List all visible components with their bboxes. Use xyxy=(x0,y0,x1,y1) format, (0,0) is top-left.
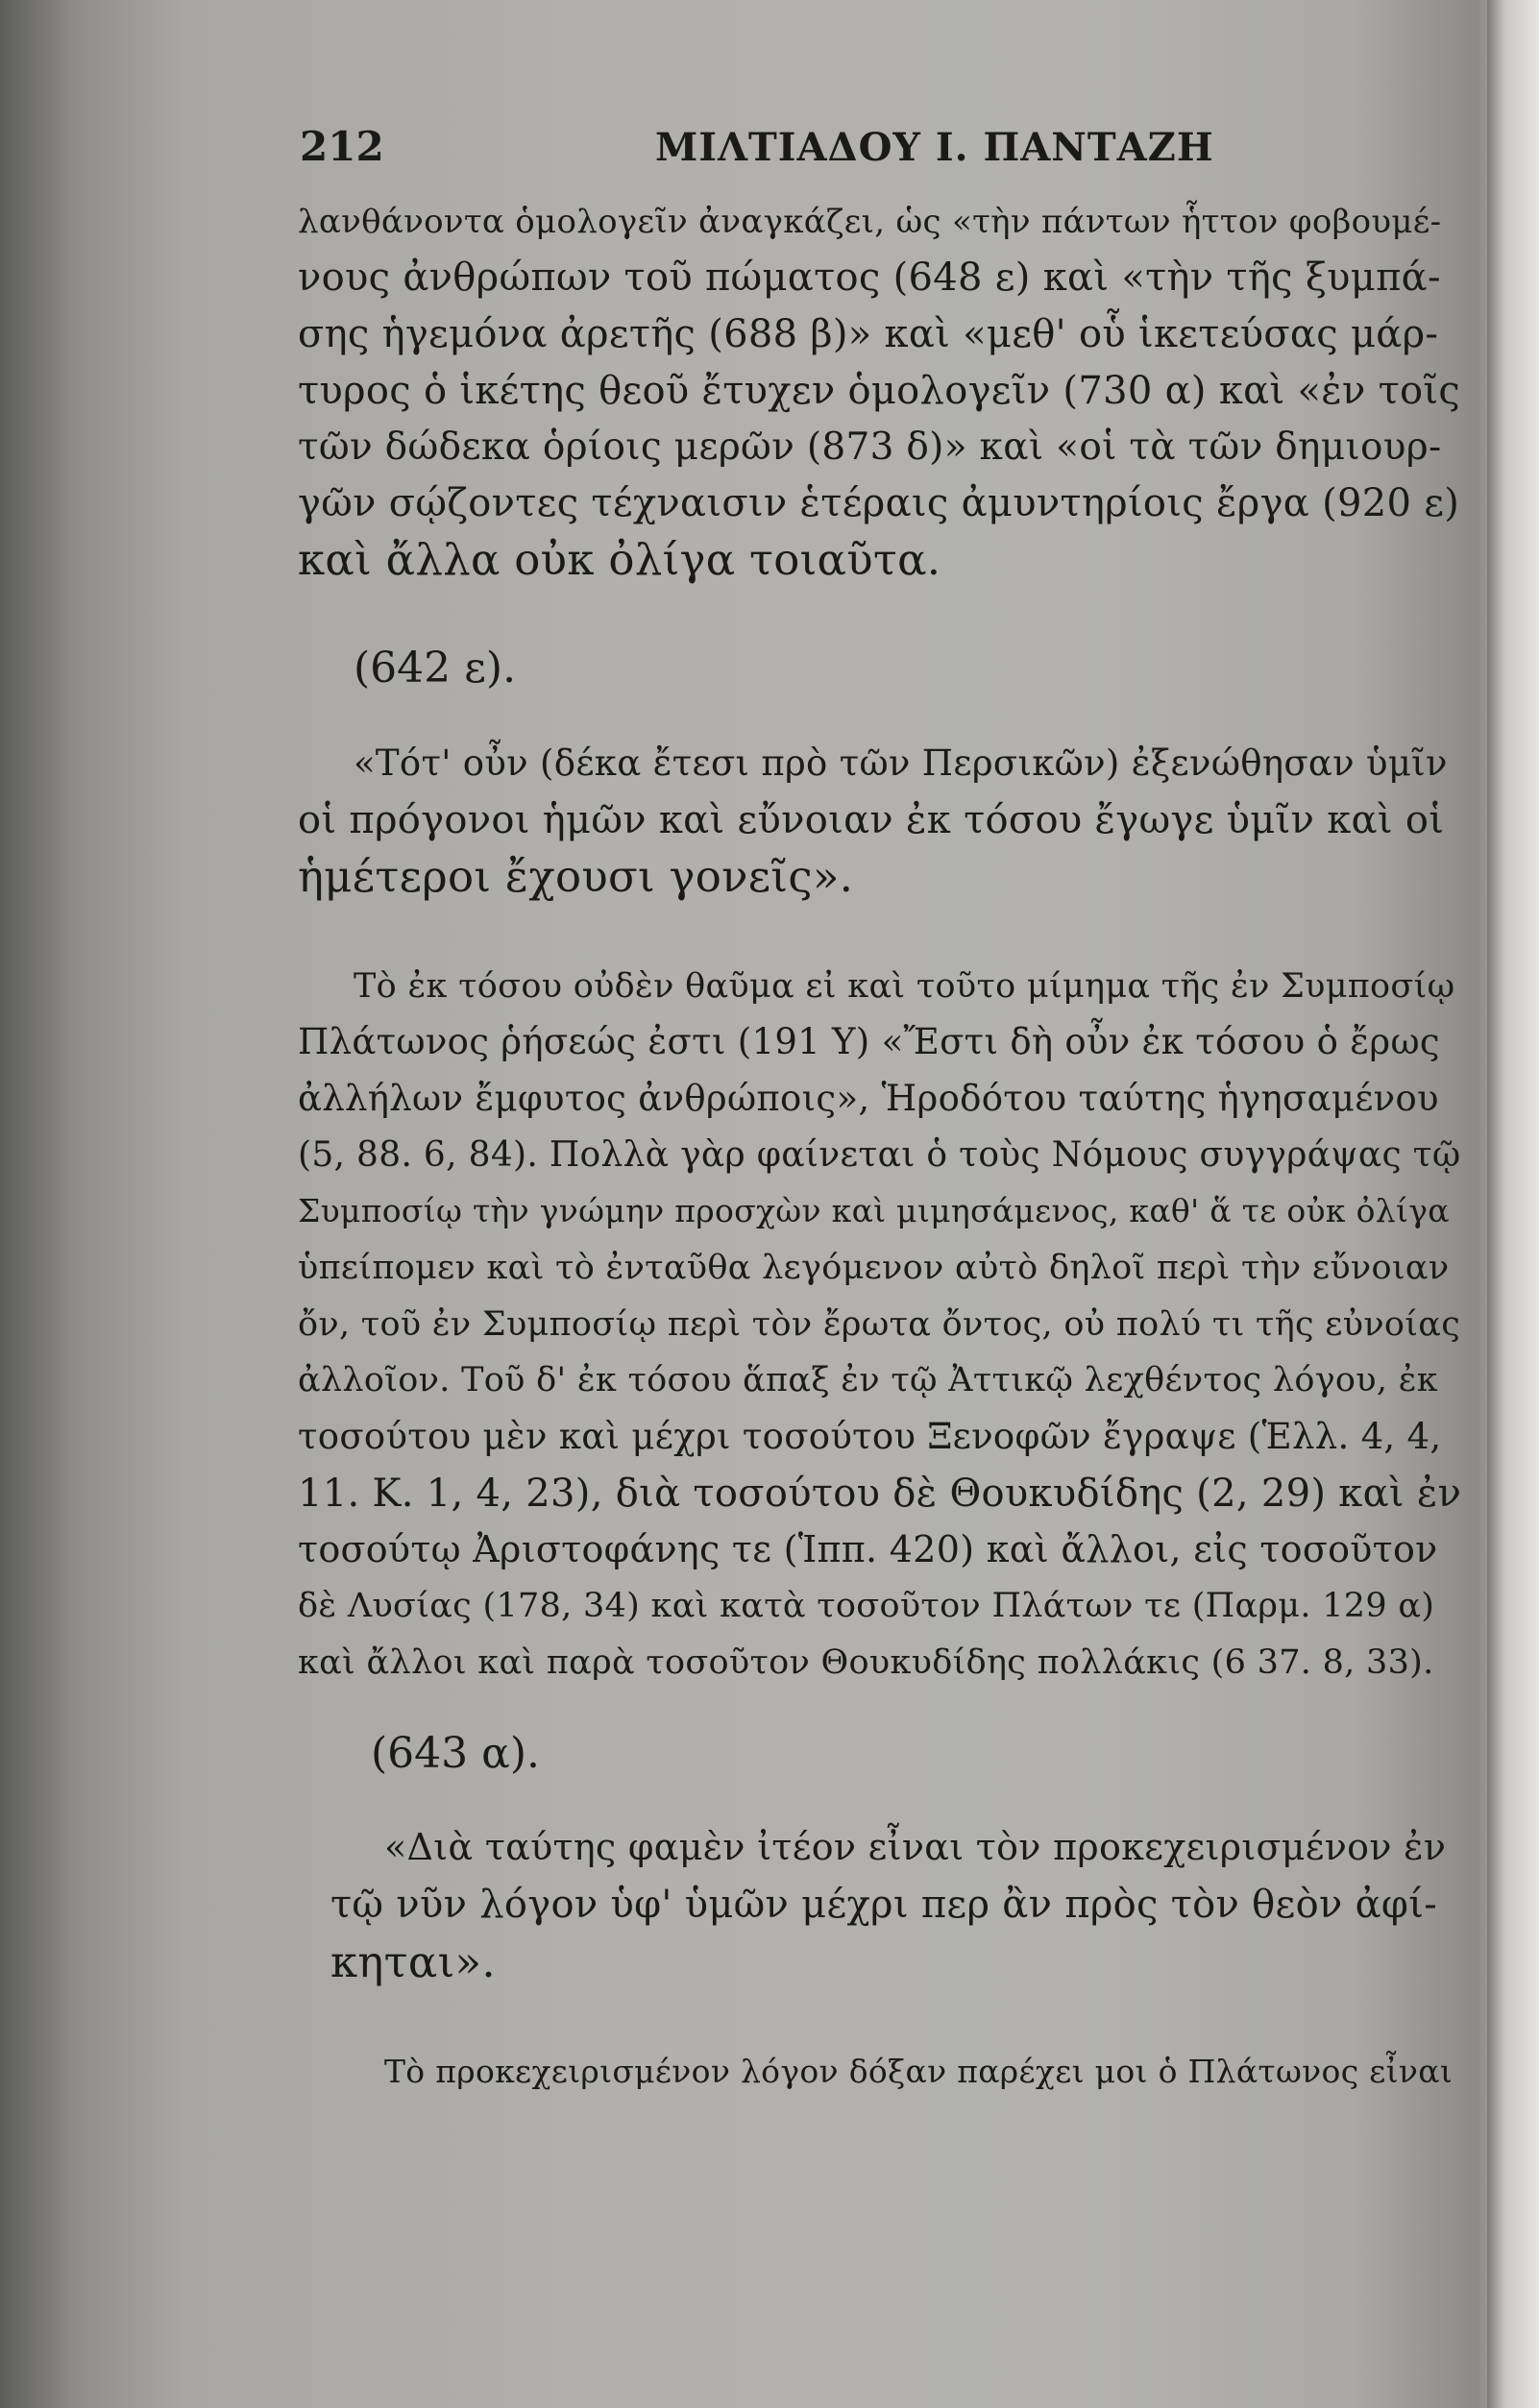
reference-642e: (642 ε). xyxy=(354,644,517,693)
text-line: ὄν, τοῦ ἐν Συμποσίῳ περὶ τὸν ἔρωτα ὄντος, οὐ πολύ τι τῆς εὐνοίας xyxy=(298,1305,1461,1344)
text-line: Συμποσίῳ τὴν γνώμην προσχὼν καὶ μιμησάμενος, καθ' ἅ τε οὐκ ὀλίγα xyxy=(298,1192,1450,1229)
text-line: ἀλλοῖον. Τοῦ δ' ἐκ τόσου ἅπαξ ἐν τῷ Ἀττικῷ λεχθέντος λόγου, ἐκ xyxy=(298,1361,1438,1399)
text-line: γῶν σῴζοντες τέχναισιν ἑτέραις ἀμυντηρίοις ἔργα (920 ε) xyxy=(298,481,1460,525)
text-line: «Τότ' οὖν (δέκα ἔτεσι πρὸ τῶν Περσικῶν) ἐξενώθησαν ὑμῖν xyxy=(354,742,1448,784)
text-line: τῷ νῦν λόγον ὑφ' ὑμῶν μέχρι περ ἂν πρὸς τὸν θεὸν ἀφί- xyxy=(330,1883,1438,1927)
text-line: (5, 88. 6, 84). Πολλὰ γὰρ φαίνεται ὁ τοὺς Νόμους συγγράψας τῷ xyxy=(298,1135,1461,1175)
text-line: νους ἀνθρώπων τοῦ πώματος (648 ε) καὶ «τὴν τῆς ξυμπά- xyxy=(298,255,1441,300)
text-line: ἀλλήλων ἔμφυτος ἀνθρώποις», Ἡροδότου ταύτης ἡγησαμένου xyxy=(298,1078,1439,1119)
text-line: Τὸ ἐκ τόσου οὐδὲν θαῦμα εἰ καὶ τοῦτο μίμημα τῆς ἐν Συμποσίῳ xyxy=(354,967,1455,1006)
text-line: τοσούτῳ Ἀριστοφάνης τε (Ἱππ. 420) καὶ ἄλλοι, εἰς τοσοῦτον xyxy=(298,1528,1438,1570)
running-title: ΜΙΛΤΙΑΔΟΥ Ι. ΠΑΝΤΑΖΗ xyxy=(655,125,1214,170)
text-line: Τὸ προκεχειρισμένον λόγον δόξαν παρέχει μοι ὁ Πλάτωνος εἶναι xyxy=(384,2053,1454,2090)
text-line: Πλάτωνος ῥήσεώς ἐστι (191 Υ) «Ἔστι δὴ οὖν ἐκ τόσου ὁ ἔρως xyxy=(298,1021,1440,1062)
text-line: κηται». xyxy=(330,1936,496,1987)
text-line: οἱ πρόγονοι ἡμῶν καὶ εὔνοιαν ἐκ τόσου ἔγωγε ὑμῖν καὶ οἱ xyxy=(298,798,1445,842)
page-number: 212 xyxy=(300,123,384,170)
reference-643a: (643 α). xyxy=(371,1729,540,1778)
text-line: δὲ Λυσίας (178, 34) καὶ κατὰ τοσοῦτον Πλάτων τε (Παρμ. 129 α) xyxy=(298,1587,1435,1625)
text-line: καὶ ἄλλα οὐκ ὀλίγα τοιαῦτα. xyxy=(298,534,941,585)
text-line: λανθάνοντα ὁμολογεῖν ἀναγκάζει, ὡς «τὴν πάντων ἧττον φοβουμέ- xyxy=(298,203,1442,241)
text-line: 11. Κ. 1, 4, 23), διὰ τοσούτου δὲ Θουκυδίδης (2, 29) καὶ ἐν xyxy=(298,1472,1462,1516)
text-line: ἡμέτεροι ἔχουσι γονεῖς». xyxy=(298,851,854,902)
text-line: τοσούτου μὲν καὶ μέχρι τοσούτου Ξενοφῶν ἔγραψε (Ἑλλ. 4, 4, xyxy=(298,1416,1442,1457)
text-line: τυρος ὁ ἱκέτης θεοῦ ἔτυχεν ὁμολογεῖν (730 α) καὶ «ἐν τοῖς xyxy=(298,369,1461,413)
text-line: καὶ ἄλλοι καὶ παρὰ τοσοῦτον Θουκυδίδης πολλάκις (6 37. 8, 33). xyxy=(298,1643,1434,1682)
text-line: «Διὰ ταύτης φαμὲν ἰτέον εἶναι τὸν προκεχειρισμένον ἐν xyxy=(384,1826,1447,1868)
text-line: τῶν δώδεκα ὁρίοις μερῶν (873 δ)» καὶ «οἱ τὰ τῶν δημιουρ- xyxy=(298,426,1442,469)
text-line: ὑπείπομεν καὶ τὸ ἐνταῦθα λεγόμενον αὐτὸ δηλοῖ περὶ τὴν εὔνοιαν xyxy=(298,1249,1450,1287)
text-line: σης ἡγεμόνα ἀρετῆς (688 β)» καὶ «μεθ' οὗ ἱκετεύσας μάρ- xyxy=(298,312,1439,356)
